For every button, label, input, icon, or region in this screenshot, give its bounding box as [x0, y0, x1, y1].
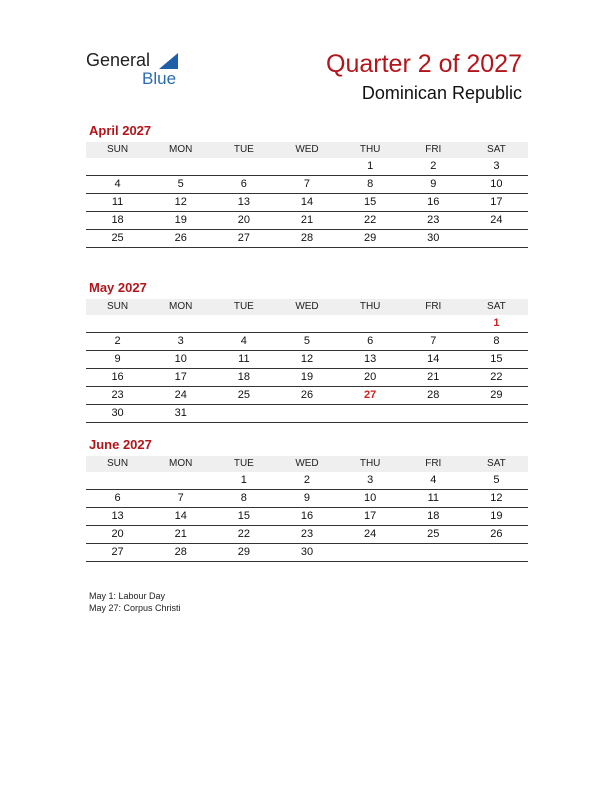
day-cell: 12	[300, 353, 314, 365]
day-cell: 20	[111, 528, 124, 540]
day-cell: 21	[427, 371, 440, 383]
week-row	[86, 194, 528, 212]
day-cell: 11	[111, 196, 124, 208]
weekday-header-row	[86, 456, 528, 472]
day-cell: 21	[300, 214, 314, 226]
day-cell: 24	[174, 389, 187, 401]
brand-logo	[86, 50, 196, 90]
day-cell: 26	[174, 232, 187, 244]
day-cell	[275, 405, 338, 422]
day-cell	[86, 158, 149, 175]
page-title: Quarter 2 of 2027	[326, 50, 522, 78]
day-cell: 26	[300, 389, 314, 401]
day-cell: 5	[303, 335, 311, 347]
day-cell: 28	[427, 389, 440, 401]
day-cell: 6	[240, 178, 247, 190]
month-name: April 2027	[89, 123, 152, 138]
weekday-label: SAT	[487, 458, 506, 469]
month-calendar-june	[86, 436, 528, 562]
day-cell: 18	[111, 214, 124, 226]
day-cell: 6	[114, 492, 121, 504]
day-cell: 3	[493, 160, 500, 172]
day-cell: 2	[430, 160, 437, 172]
day-cell: 22	[364, 214, 377, 226]
weekday-label: SUN	[107, 458, 129, 469]
weekday-label: SAT	[487, 144, 506, 155]
day-cell: 27	[237, 232, 250, 244]
day-cell: 8	[493, 335, 500, 347]
week-row	[86, 351, 528, 369]
weekday-label: WED	[295, 458, 319, 469]
day-cell: 29	[237, 546, 250, 558]
day-cell: 14	[300, 196, 314, 208]
day-cell: 22	[490, 371, 503, 383]
logo-triangle-icon	[159, 53, 178, 69]
holiday-day-cell: 1	[493, 317, 500, 329]
month-name: May 2027	[89, 280, 147, 295]
week-row	[86, 230, 528, 248]
week-row	[86, 544, 528, 562]
holiday-note: May 1: Labour Day	[89, 591, 166, 601]
week-row	[86, 387, 528, 405]
day-cell: 13	[364, 353, 377, 365]
weekday-label: FRI	[425, 144, 442, 155]
week-row	[86, 526, 528, 544]
day-cell: 12	[490, 492, 503, 504]
week-row	[86, 158, 528, 176]
weekday-label: TUE	[233, 301, 254, 312]
day-cell	[465, 544, 528, 561]
week-row	[86, 333, 528, 351]
day-cell: 25	[111, 232, 124, 244]
day-cell	[275, 315, 338, 332]
day-cell: 29	[364, 232, 377, 244]
weekday-label: MON	[169, 458, 193, 469]
day-cell: 23	[111, 389, 124, 401]
day-cell: 17	[490, 196, 503, 208]
day-cell	[212, 158, 275, 175]
day-cell: 21	[174, 528, 187, 540]
day-cell: 13	[237, 196, 250, 208]
week-row	[86, 212, 528, 230]
holiday-day-cell: 27	[364, 389, 377, 401]
day-cell: 5	[493, 474, 500, 486]
week-row	[86, 369, 528, 387]
weekday-label: MON	[169, 144, 193, 155]
day-cell: 20	[237, 214, 250, 226]
week-row	[86, 508, 528, 526]
day-cell: 17	[364, 510, 377, 522]
day-cell	[402, 405, 465, 422]
day-cell: 19	[174, 214, 187, 226]
month-calendar-may	[86, 279, 528, 423]
day-cell: 15	[364, 196, 377, 208]
day-cell: 16	[111, 371, 124, 383]
day-cell: 30	[111, 407, 124, 419]
day-cell: 8	[240, 492, 247, 504]
day-cell: 18	[427, 510, 440, 522]
weekday-label: SAT	[487, 301, 506, 312]
day-cell: 31	[174, 407, 187, 419]
day-cell	[339, 315, 402, 332]
day-cell: 26	[490, 528, 503, 540]
weekday-label: SUN	[107, 144, 129, 155]
day-cell: 3	[367, 474, 374, 486]
day-cell	[339, 544, 402, 561]
weekday-label: THU	[359, 458, 381, 469]
day-cell: 4	[430, 474, 437, 486]
day-cell: 18	[237, 371, 250, 383]
weekday-label: SUN	[107, 301, 129, 312]
day-cell	[149, 158, 212, 175]
day-cell: 23	[300, 528, 314, 540]
day-cell: 24	[364, 528, 377, 540]
day-cell: 19	[300, 371, 314, 383]
day-cell: 28	[174, 546, 187, 558]
day-cell: 16	[427, 196, 440, 208]
logo-general-text: General	[86, 50, 151, 70]
day-cell: 27	[111, 546, 124, 558]
weekday-label: FRI	[425, 301, 442, 312]
day-cell: 13	[111, 510, 124, 522]
holiday-note: May 27: Corpus Christi	[89, 603, 181, 613]
day-cell	[402, 315, 465, 332]
day-cell: 14	[427, 353, 440, 365]
weekday-label: TUE	[233, 144, 254, 155]
weekday-header-row	[86, 299, 528, 315]
day-cell: 7	[303, 178, 311, 190]
day-cell: 14	[174, 510, 187, 522]
day-cell	[212, 315, 275, 332]
day-cell	[149, 472, 212, 489]
day-cell: 1	[367, 160, 374, 172]
day-cell: 24	[490, 214, 503, 226]
day-cell	[465, 405, 528, 422]
day-cell: 11	[427, 492, 439, 504]
day-cell: 4	[114, 178, 121, 190]
day-cell: 23	[427, 214, 440, 226]
week-row	[86, 405, 528, 423]
day-cell: 10	[174, 353, 187, 365]
day-cell	[402, 544, 465, 561]
weekday-label: THU	[359, 144, 381, 155]
month-name: June 2027	[89, 437, 152, 452]
day-cell	[275, 158, 338, 175]
weekday-label: WED	[295, 144, 319, 155]
day-cell: 11	[238, 353, 250, 365]
weekday-label: FRI	[425, 458, 442, 469]
day-cell: 3	[177, 335, 184, 347]
weekday-label: TUE	[233, 458, 254, 469]
day-cell: 12	[174, 196, 187, 208]
month-calendar-april	[86, 122, 528, 248]
weekday-label: MON	[169, 301, 193, 312]
weekday-header-row	[86, 142, 528, 158]
day-cell	[86, 472, 149, 489]
day-cell: 15	[490, 353, 503, 365]
day-cell	[212, 405, 275, 422]
logo-blue-text: Blue	[142, 69, 177, 88]
day-cell: 6	[367, 335, 374, 347]
day-cell: 9	[430, 178, 437, 190]
day-cell: 28	[300, 232, 314, 244]
day-cell: 5	[177, 178, 184, 190]
day-cell	[339, 405, 402, 422]
day-cell: 10	[490, 178, 503, 190]
day-cell: 9	[303, 492, 311, 504]
week-row	[86, 315, 528, 333]
weekday-label: WED	[295, 301, 319, 312]
day-cell: 20	[364, 371, 377, 383]
day-cell: 2	[303, 474, 311, 486]
weekday-label: THU	[359, 301, 381, 312]
day-cell: 4	[240, 335, 247, 347]
week-row	[86, 490, 528, 508]
day-cell: 2	[114, 335, 121, 347]
day-cell: 8	[367, 178, 374, 190]
day-cell: 9	[114, 353, 121, 365]
day-cell: 19	[490, 510, 503, 522]
day-cell	[149, 315, 212, 332]
day-cell: 15	[237, 510, 250, 522]
day-cell: 7	[177, 492, 184, 504]
day-cell	[86, 315, 149, 332]
day-cell: 17	[174, 371, 187, 383]
day-cell: 29	[490, 389, 503, 401]
day-cell: 22	[237, 528, 250, 540]
country-name: Dominican Republic	[361, 83, 522, 103]
day-cell: 10	[364, 492, 377, 504]
day-cell: 25	[237, 389, 250, 401]
day-cell	[465, 230, 528, 247]
holiday-notes	[89, 590, 181, 614]
day-cell: 30	[300, 546, 314, 558]
day-cell: 16	[300, 510, 314, 522]
day-cell: 25	[427, 528, 440, 540]
week-row	[86, 472, 528, 490]
day-cell: 30	[427, 232, 440, 244]
day-cell: 1	[240, 474, 247, 486]
week-row	[86, 176, 528, 194]
day-cell: 7	[430, 335, 437, 347]
